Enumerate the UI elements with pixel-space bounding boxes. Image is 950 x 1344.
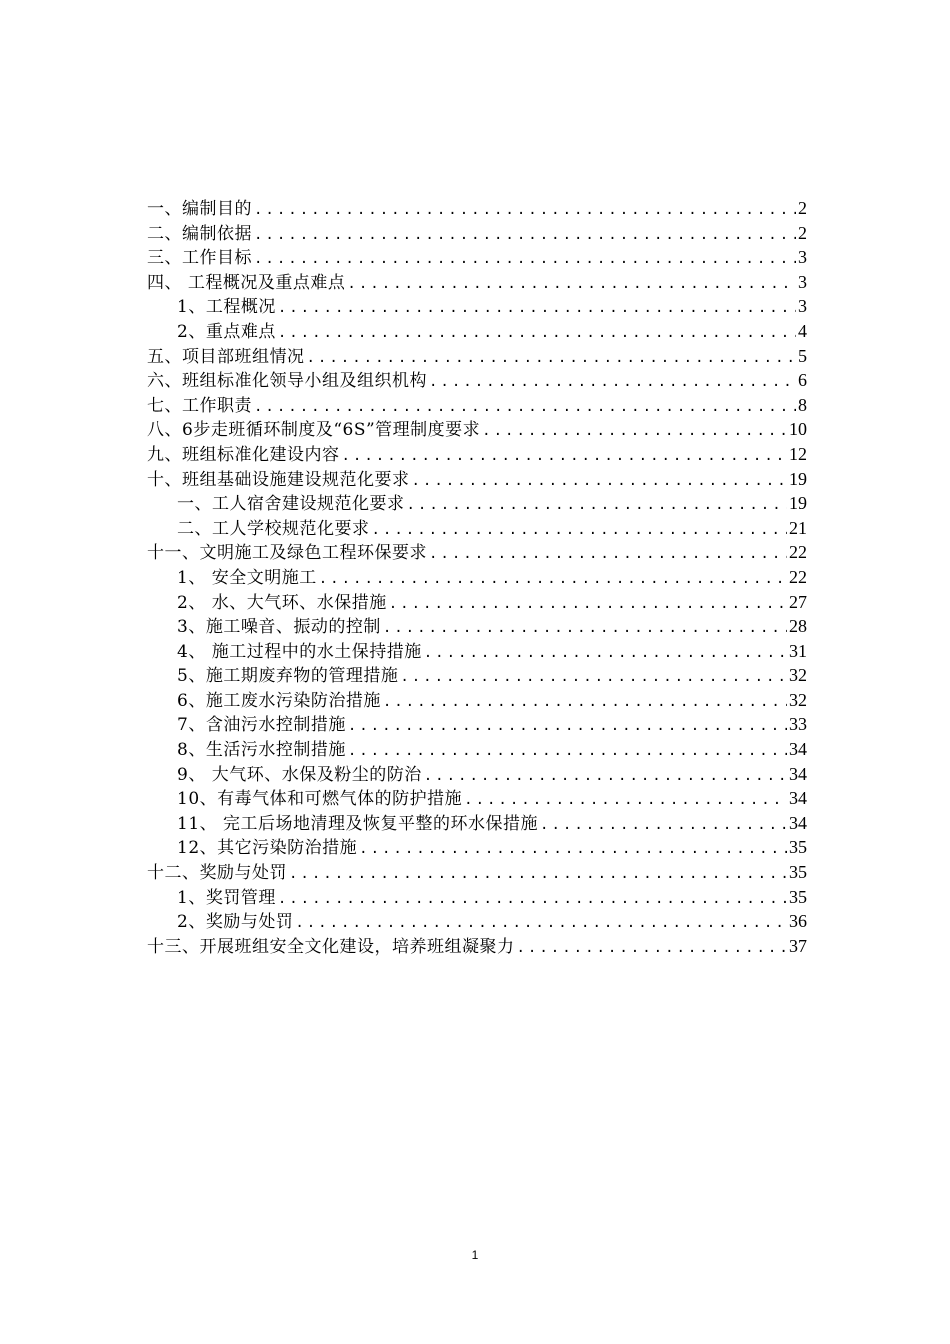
toc-entry[interactable]: [147, 196, 807, 221]
toc-entry-label: 2、重点难点: [177, 321, 276, 342]
toc-dot-leader: [254, 223, 796, 248]
table-of-contents: [147, 196, 807, 958]
toc-entry-label: 12、其它污染防治措施: [177, 838, 358, 859]
toc-entry-label: 六、班组标准化领导小组及组织机构: [147, 371, 427, 392]
toc-entry-page-number: 21: [789, 517, 807, 538]
toc-entry-label: 三、工作目标: [147, 248, 252, 269]
toc-entry-label: 一、编制目的: [147, 199, 252, 219]
toc-dot-leader: [464, 788, 787, 813]
toc-dot-leader: [400, 665, 787, 690]
toc-entry-label: 1、 安全文明施工: [177, 567, 317, 588]
toc-dot-leader: [295, 911, 787, 936]
toc-entry[interactable]: [147, 221, 807, 246]
toc-entry[interactable]: [147, 737, 807, 762]
toc-entry-label: 9、 大气环、水保及粉尘的防治: [177, 764, 422, 785]
toc-entry[interactable]: [147, 294, 807, 319]
toc-dot-leader: [429, 370, 796, 395]
toc-entry-label: 1、奖罚管理: [177, 887, 276, 908]
toc-dot-leader: [278, 296, 796, 321]
toc-entry[interactable]: [147, 934, 807, 959]
toc-entry[interactable]: [147, 565, 807, 590]
toc-entry-label: 七、工作职责: [147, 395, 252, 416]
toc-entry-page-number: 2: [798, 198, 807, 218]
toc-entry-label: 一、工人宿舍建设规范化要求: [177, 494, 405, 515]
toc-entry-label: 10、有毒气体和可燃气体的防护措施: [177, 789, 463, 810]
toc-entry[interactable]: [147, 762, 807, 787]
toc-entry[interactable]: [147, 786, 807, 811]
toc-entry[interactable]: [147, 811, 807, 836]
toc-entry[interactable]: [147, 270, 807, 295]
toc-entry[interactable]: [147, 639, 807, 664]
toc-entry-page-number: 22: [789, 542, 807, 563]
toc-entry[interactable]: [147, 712, 807, 737]
toc-entry-page-number: 3: [798, 271, 807, 292]
toc-entry-label: 2、 水、大气环、水保措施: [177, 592, 387, 613]
toc-entry[interactable]: [147, 860, 807, 885]
toc-entry-page-number: 33: [789, 714, 807, 735]
toc-entry-page-number: 3: [798, 296, 807, 317]
toc-entry-label: 6、施工废水污染防治措施: [177, 690, 381, 711]
toc-dot-leader: [424, 764, 787, 789]
toc-entry[interactable]: [147, 368, 807, 393]
toc-dot-leader: [429, 542, 787, 567]
toc-entry[interactable]: [147, 442, 807, 467]
toc-dot-leader: [424, 641, 787, 666]
toc-entry[interactable]: [147, 393, 807, 418]
toc-entry-label: 3、施工噪音、振动的控制: [177, 617, 381, 638]
toc-entry-label: 九、班组标准化建设内容: [147, 444, 340, 465]
toc-dot-leader: [383, 690, 787, 715]
toc-entry-page-number: 34: [789, 812, 807, 833]
toc-entry-label: 7、含油污水控制措施: [177, 715, 346, 736]
toc-dot-leader: [319, 567, 787, 592]
toc-entry-page-number: 34: [789, 739, 807, 760]
toc-entry-label: 十三、开展班组安全文化建设，培养班组凝聚力: [147, 936, 515, 957]
toc-dot-leader: [482, 419, 787, 444]
toc-entry-page-number: 8: [798, 394, 807, 415]
toc-entry-label: 2、奖励与处罚: [177, 912, 294, 933]
toc-entry-page-number: 27: [789, 591, 807, 612]
toc-entry-page-number: 34: [789, 788, 807, 809]
toc-entry-page-number: 34: [789, 763, 807, 784]
toc-entry-page-number: 2: [798, 222, 807, 243]
toc-entry-label: 十一、文明施工及绿色工程环保要求: [147, 543, 427, 564]
toc-dot-leader: [278, 887, 787, 912]
toc-entry-label: 5、施工期废弃物的管理措施: [177, 666, 399, 687]
toc-entry-page-number: 31: [789, 640, 807, 661]
toc-entry-label: 四、 工程概况及重点难点: [147, 272, 346, 293]
toc-entry-page-number: 35: [789, 886, 807, 907]
toc-entry-label: 4、 施工过程中的水土保持措施: [177, 641, 422, 662]
toc-entry-page-number: 4: [798, 320, 807, 341]
toc-dot-leader: [289, 862, 787, 887]
toc-dot-leader: [348, 739, 787, 764]
toc-entry[interactable]: [147, 344, 807, 369]
toc-dot-leader: [389, 592, 787, 617]
toc-entry[interactable]: [147, 909, 807, 934]
toc-entry[interactable]: [147, 540, 807, 565]
toc-dot-leader: [517, 936, 788, 961]
toc-entry[interactable]: [147, 663, 807, 688]
toc-entry-label: 十、班组基础设施建设规范化要求: [147, 469, 410, 490]
toc-entry-page-number: 35: [789, 837, 807, 858]
toc-entry[interactable]: [147, 885, 807, 910]
toc-dot-leader: [342, 444, 788, 469]
toc-entry-label: 8、生活污水控制措施: [177, 740, 346, 761]
toc-entry-page-number: 28: [789, 616, 807, 637]
toc-dot-leader: [383, 616, 787, 641]
toc-entry-label: 五、项目部班组情况: [147, 346, 305, 367]
toc-entry-page-number: 3: [798, 247, 807, 268]
toc-entry-page-number: 6: [798, 370, 807, 391]
toc-dot-leader: [347, 272, 796, 297]
toc-dot-leader: [254, 395, 796, 420]
toc-entry[interactable]: [147, 516, 807, 541]
toc-dot-leader: [254, 247, 796, 272]
toc-entry-page-number: 5: [798, 345, 807, 366]
toc-entry-page-number: 12: [789, 443, 807, 464]
toc-entry[interactable]: [147, 491, 807, 516]
toc-entry-page-number: 35: [789, 862, 807, 883]
toc-entry[interactable]: [147, 835, 807, 860]
toc-dot-leader: [372, 518, 788, 543]
toc-entry-page-number: 10: [789, 419, 807, 440]
toc-entry[interactable]: [147, 590, 807, 615]
toc-dot-leader: [307, 346, 797, 371]
toc-dot-leader: [540, 813, 787, 838]
toc-entry-page-number: 19: [789, 468, 807, 489]
toc-entry-label: 二、编制依据: [147, 223, 252, 244]
toc-entry-page-number: 32: [789, 665, 807, 686]
toc-entry-page-number: 32: [789, 689, 807, 710]
toc-entry-page-number: 37: [789, 935, 807, 956]
toc-dot-leader: [412, 469, 788, 494]
toc-dot-leader: [359, 837, 787, 862]
toc-dot-leader: [278, 321, 796, 346]
toc-entry-page-number: 22: [789, 566, 807, 587]
toc-entry[interactable]: [147, 319, 807, 344]
toc-entry[interactable]: [147, 467, 807, 492]
toc-entry-label: 八、6步走班循环制度及“6S”管理制度要求: [147, 420, 481, 441]
toc-dot-leader: [254, 198, 796, 223]
toc-entry[interactable]: [147, 417, 807, 442]
toc-entry[interactable]: [147, 688, 807, 713]
toc-entry[interactable]: [147, 245, 807, 270]
toc-entry[interactable]: [147, 614, 807, 639]
toc-dot-leader: [348, 714, 787, 739]
toc-entry-page-number: 19: [789, 493, 807, 514]
toc-entry-label: 1、工程概况: [177, 297, 276, 318]
page-number: 1: [471, 1248, 479, 1262]
toc-entry-label: 11、 完工后场地清理及恢复平整的环水保措施: [177, 813, 539, 834]
toc-dot-leader: [407, 493, 788, 518]
toc-entry-label: 二、工人学校规范化要求: [177, 518, 370, 539]
toc-entry-label: 十二、奖励与处罚: [147, 863, 287, 884]
toc-entry-page-number: 36: [789, 911, 807, 932]
